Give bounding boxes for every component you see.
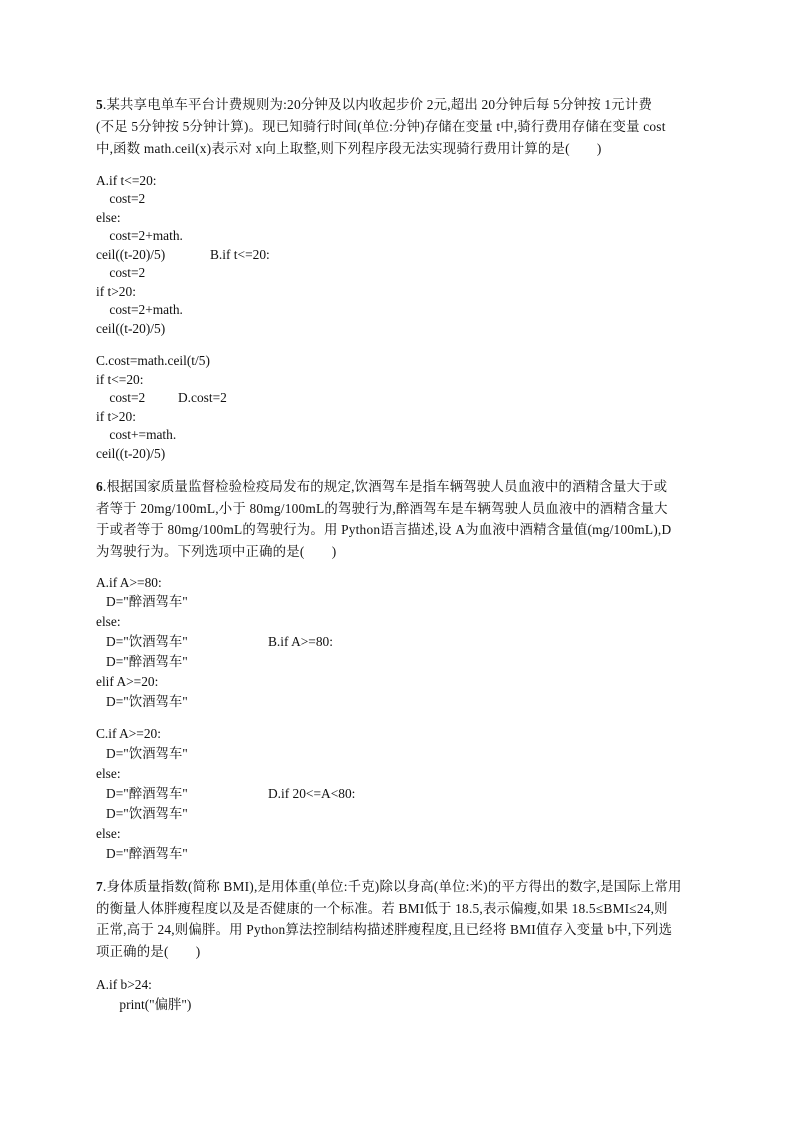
q5-option-a-line-4: cost=2+math. bbox=[96, 228, 183, 243]
q5-stem-line-2: (不足 5分钟按 5分钟计算)。现已知骑行时间(单位:分钟)存储在变量 t中,骑行费用存储在变量 cost bbox=[96, 119, 666, 134]
q5-option-a-line-2: cost=2 bbox=[96, 191, 146, 206]
q7-stem-line-1: 7.身体质量指数(简称 BMI),是用体重(单位:千克)除以身高(单位:米)的平方得出的数字,是国际上常用 bbox=[96, 879, 682, 894]
q5-stem-line-1: 5.某共享电单车平台计费规则为:20分钟及以内收起步价 2元,超出 20分钟后每 5分钟按 1元计费 bbox=[96, 97, 653, 112]
q6-number: 6 bbox=[96, 479, 103, 494]
q6-option-b-line-4: D="饮酒驾车" bbox=[96, 694, 188, 709]
q6-option-a-line-2: D="醉酒驾车" bbox=[96, 594, 188, 609]
q5-option-c-line-1: C.cost=math.ceil(t/5) bbox=[96, 353, 210, 368]
q6-option-a-line-3: else: bbox=[96, 614, 121, 629]
q6-option-b-line-3: elif A>=20: bbox=[96, 674, 159, 689]
q5-option-b-line-5: ceil((t-20)/5) bbox=[96, 321, 166, 336]
q6-option-d-label: D.if 20<=A<80: bbox=[268, 786, 356, 801]
q6-option-c-line-3: else: bbox=[96, 766, 121, 781]
q6-option-d-line-4: D="醉酒驾车" bbox=[96, 846, 188, 861]
q5-option-b-label: B.if t<=20: bbox=[210, 247, 270, 262]
q5-option-c-line-2: if t<=20: bbox=[96, 372, 144, 387]
q6-stem-line-2: 者等于 20mg/100mL,小于 80mg/100mL的驾驶行为,醉酒驾车是车辆驾驶人员血液中的酒精含量大 bbox=[96, 501, 668, 516]
q5-option-b-line-4: cost=2+math. bbox=[96, 302, 183, 317]
q5-option-b-line-2: cost=2 bbox=[96, 265, 146, 280]
q6-option-a-line-4: D="饮酒驾车" bbox=[96, 634, 188, 649]
q6-option-c-line-1: C.if A>=20: bbox=[96, 726, 161, 741]
q6-option-c-line-2: D="饮酒驾车" bbox=[96, 746, 188, 761]
q6-stem-line-4: 为驾驶行为。下列选项中正确的是( ) bbox=[96, 544, 337, 559]
q6-stem-line-3: 于或者等于 80mg/100mL的驾驶行为。用 Python语言描述,设 A为血液中酒精含量值(mg/100mL),D bbox=[96, 522, 672, 537]
q7-option-a-line-2: print("偏胖") bbox=[96, 997, 192, 1012]
q6-option-a-line-1: A.if A>=80: bbox=[96, 575, 162, 590]
q7-stem-line-4: 项正确的是( ) bbox=[96, 944, 201, 959]
q5-option-a-line-5: ceil((t-20)/5) bbox=[96, 247, 166, 262]
q6-option-c-line-4: D="醉酒驾车" bbox=[96, 786, 188, 801]
q5-option-b-line-3: if t>20: bbox=[96, 284, 136, 299]
q5-option-a-line-3: else: bbox=[96, 210, 121, 225]
q5-option-d-line-2: if t>20: bbox=[96, 409, 136, 424]
q7-stem-line-2: 的衡量人体胖瘦程度以及是否健康的一个标准。若 BMI低于 18.5,表示偏瘦,如果 18.5≤BMI≤24,则 bbox=[96, 901, 668, 916]
q6-stem-line-1: 6.根据国家质量监督检验检疫局发布的规定,饮酒驾车是指车辆驾驶人员血液中的酒精含量大于或 bbox=[96, 479, 668, 494]
q6-option-b-line-2: D="醉酒驾车" bbox=[96, 654, 188, 669]
q7-option-a-line-1: A.if b>24: bbox=[96, 977, 152, 992]
q5-option-d-label: D.cost=2 bbox=[178, 390, 227, 405]
q6-option-d-line-3: else: bbox=[96, 826, 121, 841]
q7-stem-line-3: 正常,高于 24,则偏胖。用 Python算法控制结构描述胖瘦程度,且已经将 BMI值存入变量 b中,下列选 bbox=[96, 922, 673, 937]
q7-number: 7 bbox=[96, 879, 103, 894]
q5-number: 5 bbox=[96, 97, 103, 112]
q6-option-d-line-2: D="饮酒驾车" bbox=[96, 806, 188, 821]
q5-option-d-line-3: cost+=math. bbox=[96, 427, 177, 442]
q5-option-d-line-4: ceil((t-20)/5) bbox=[96, 446, 166, 461]
q5-option-a-line-1: A.if t<=20: bbox=[96, 173, 157, 188]
q6-option-b-label: B.if A>=80: bbox=[268, 634, 333, 649]
q5-option-c-line-3: cost=2 bbox=[96, 390, 146, 405]
q5-stem-line-3: 中,函数 math.ceil(x)表示对 x向上取整,则下列程序段无法实现骑行费用计算的是( ) bbox=[96, 141, 602, 156]
